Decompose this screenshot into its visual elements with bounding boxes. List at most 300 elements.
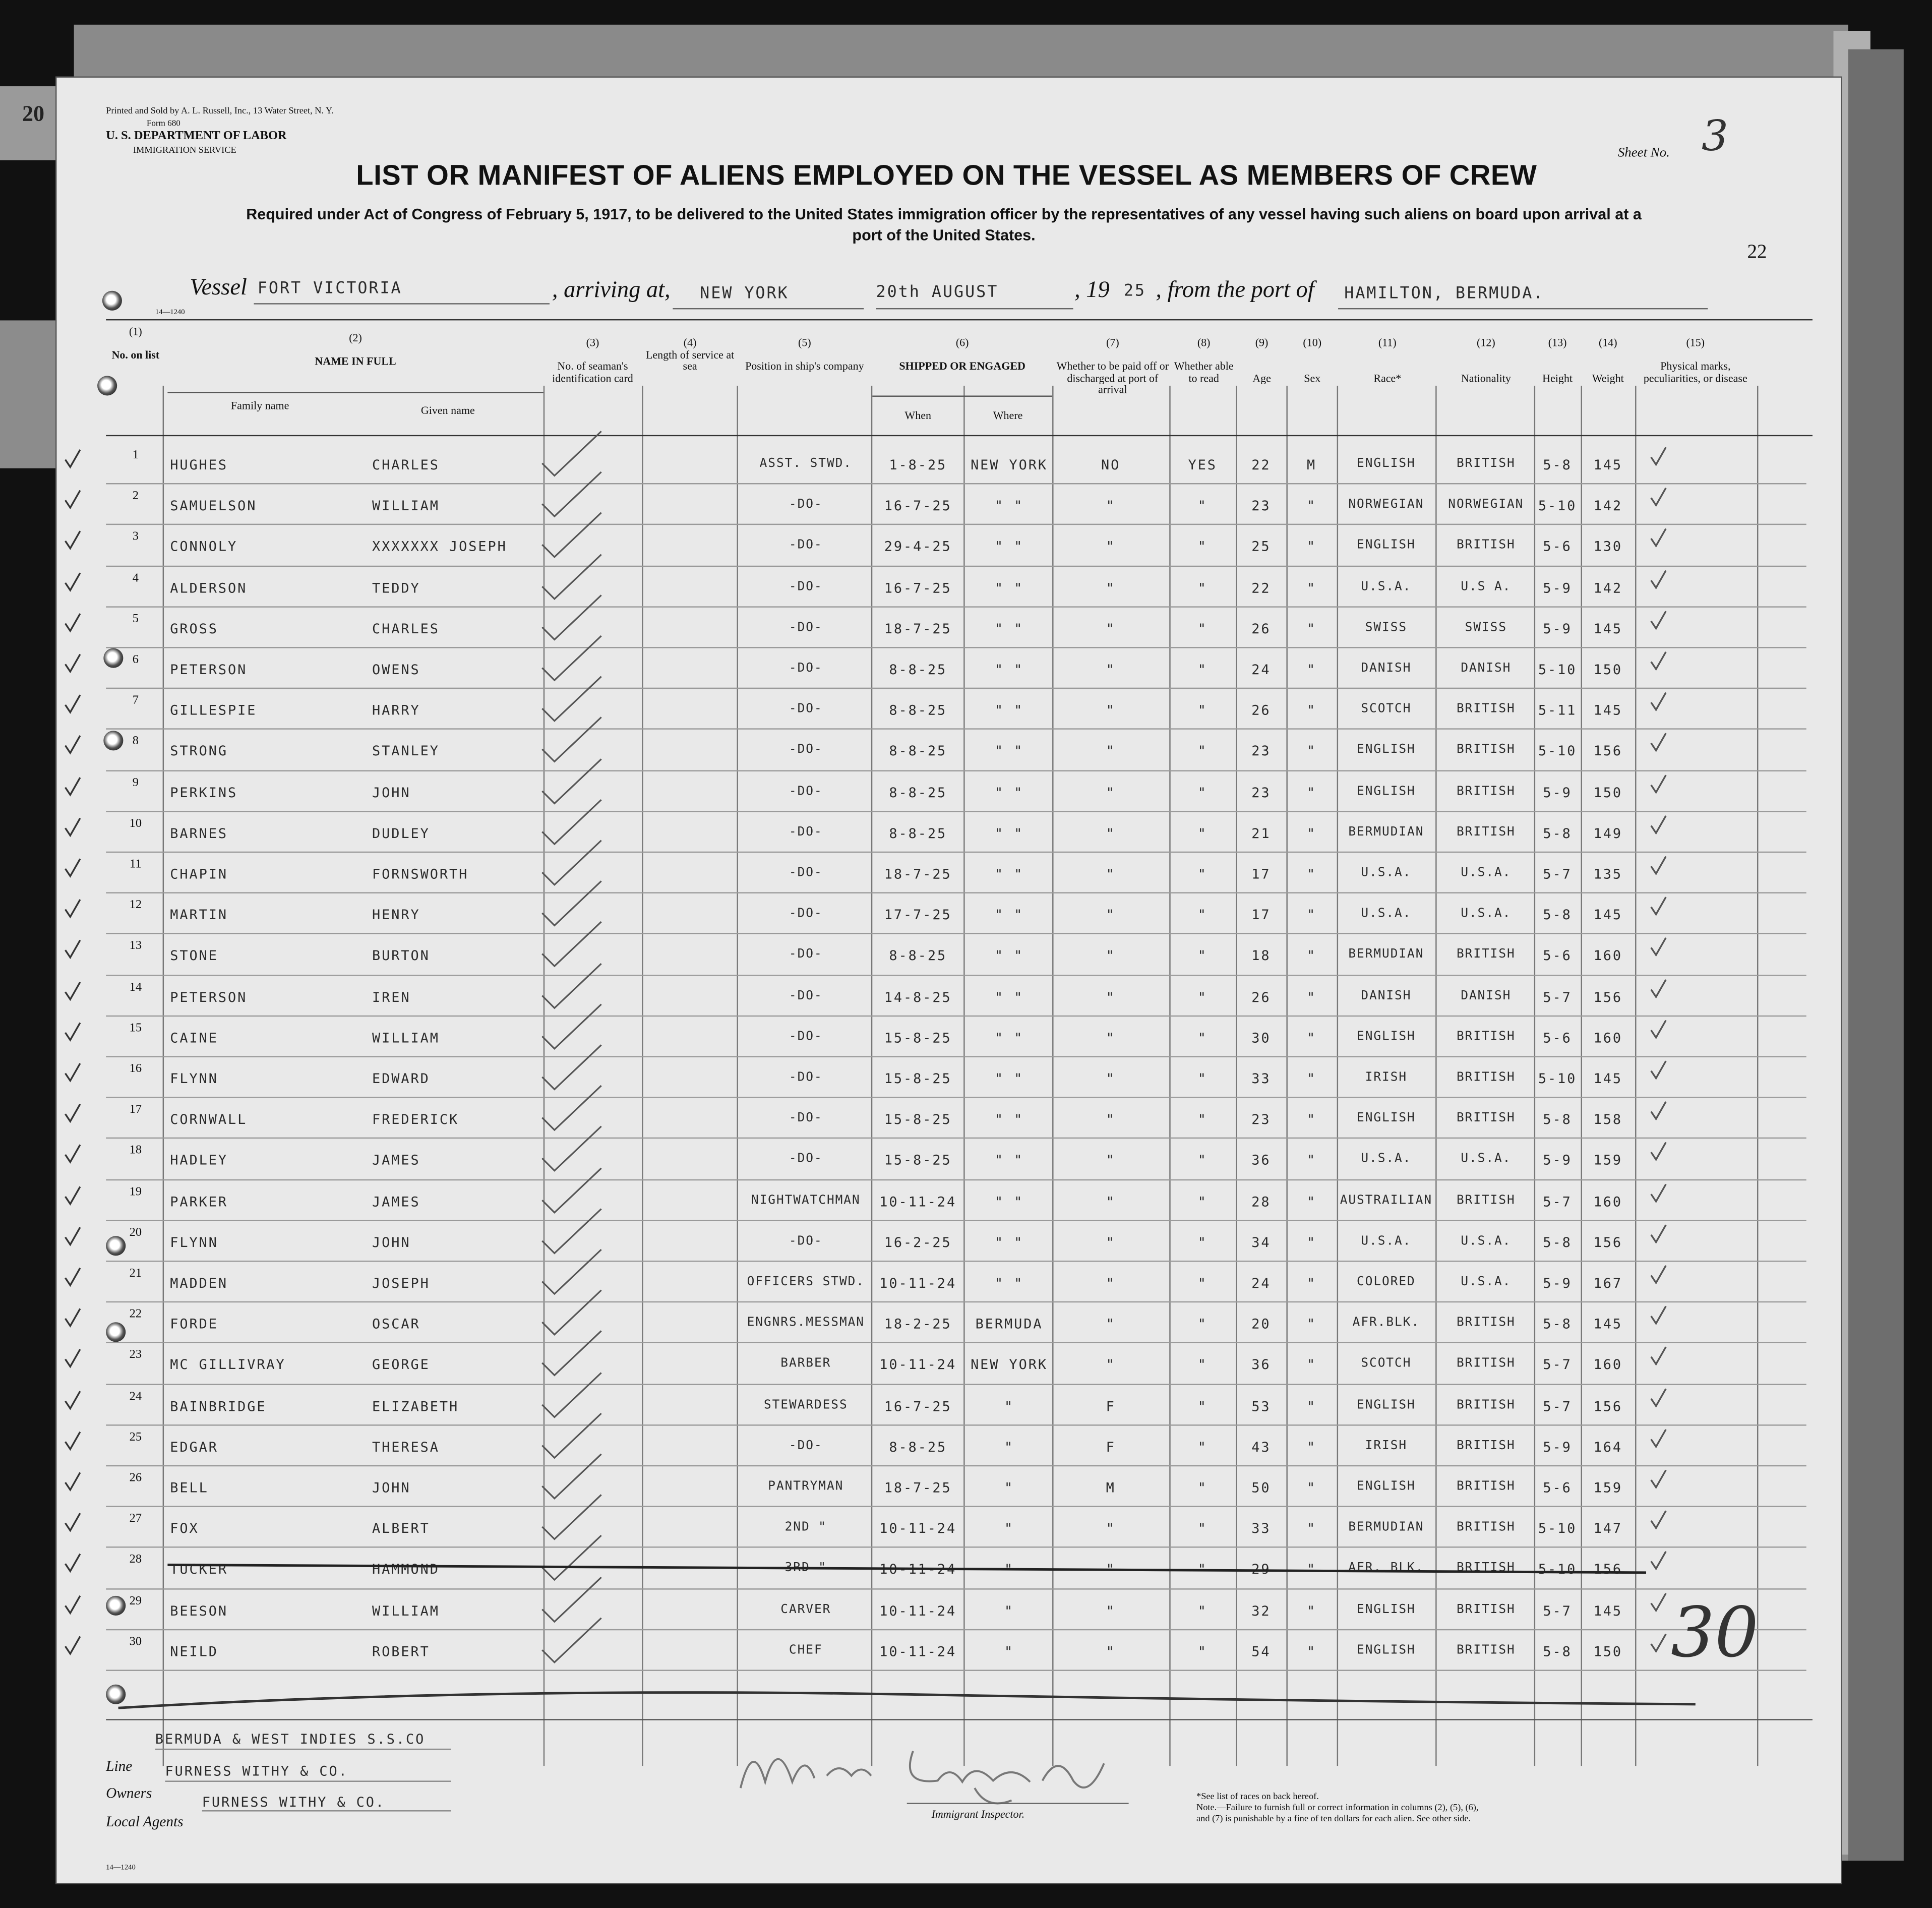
sex: " bbox=[1306, 1316, 1317, 1333]
weight: 145 bbox=[1593, 621, 1622, 637]
engaged-where: " " bbox=[994, 743, 1024, 760]
sex: " bbox=[1306, 1153, 1317, 1169]
engaged-where: " " bbox=[994, 1194, 1024, 1210]
margin-check-mark bbox=[64, 694, 81, 713]
physical-check-mark bbox=[1650, 1633, 1667, 1652]
engaged-when: 15-8-25 bbox=[884, 1153, 952, 1169]
weight: 159 bbox=[1593, 1480, 1622, 1496]
height: 5-10 bbox=[1538, 498, 1577, 514]
given-name: FORNSWORTH bbox=[372, 866, 469, 882]
engaged-where: BERMUDA bbox=[975, 1316, 1043, 1333]
weight: 145 bbox=[1593, 702, 1622, 719]
col8-header: (8) Whether able to read bbox=[1174, 336, 1234, 384]
nationality: BRITISH bbox=[1456, 1316, 1516, 1330]
position: CARVER bbox=[780, 1602, 831, 1617]
physical-check-mark bbox=[1650, 773, 1667, 793]
col2-header: (2) NAME IN FULL bbox=[315, 331, 396, 368]
row-number: 19 bbox=[129, 1185, 142, 1199]
physical-check-mark bbox=[1650, 1346, 1667, 1366]
row-number: 30 bbox=[129, 1635, 142, 1649]
race: ENGLISH bbox=[1357, 743, 1416, 757]
weight: 135 bbox=[1593, 866, 1622, 882]
sex: " bbox=[1306, 743, 1317, 760]
family-name: STRONG bbox=[170, 743, 228, 760]
able-to-read: " bbox=[1197, 1521, 1208, 1537]
position: -DO- bbox=[789, 621, 823, 635]
engaged-when: 8-8-25 bbox=[889, 1439, 947, 1455]
engaged-when: 10-11-24 bbox=[879, 1602, 957, 1619]
paid-off: " bbox=[1106, 1153, 1116, 1169]
margin-check-mark bbox=[64, 939, 81, 959]
sex: " bbox=[1306, 662, 1317, 678]
nationality: BRITISH bbox=[1456, 1111, 1516, 1125]
sex: " bbox=[1306, 621, 1317, 637]
race: SCOTCH bbox=[1361, 1357, 1412, 1371]
race: ENGLISH bbox=[1357, 1111, 1416, 1125]
age: 22 bbox=[1251, 457, 1271, 473]
race: ENGLISH bbox=[1357, 1643, 1416, 1657]
age: 23 bbox=[1251, 784, 1271, 801]
row-number: 23 bbox=[129, 1348, 142, 1362]
margin-check-mark bbox=[64, 817, 81, 837]
paid-off: " bbox=[1106, 1030, 1116, 1046]
col11-header: (11) Race* bbox=[1373, 336, 1402, 384]
table-row bbox=[56, 1303, 1831, 1344]
nationality: U.S.A. bbox=[1461, 1275, 1512, 1289]
sex: " bbox=[1306, 784, 1317, 801]
margin-check-mark bbox=[64, 1471, 81, 1491]
physical-check-mark bbox=[1650, 1142, 1667, 1161]
arrival-date: 20th AUGUST bbox=[876, 283, 999, 302]
position: 2ND " bbox=[784, 1521, 827, 1535]
weight: 160 bbox=[1593, 1357, 1622, 1374]
able-to-read: " bbox=[1197, 1439, 1208, 1455]
paid-off: " bbox=[1106, 580, 1116, 596]
height: 5-7 bbox=[1543, 1194, 1572, 1210]
height: 5-8 bbox=[1543, 1316, 1572, 1333]
engaged-where: " " bbox=[994, 1234, 1024, 1251]
code-bottom: 14—1240 bbox=[106, 1864, 136, 1872]
given-name: JOSEPH bbox=[372, 1275, 430, 1292]
department: U. S. DEPARTMENT OF LABOR bbox=[106, 129, 287, 143]
margin-check-mark bbox=[64, 1430, 81, 1450]
able-to-read: " bbox=[1197, 989, 1208, 1005]
physical-check-mark bbox=[1650, 1551, 1667, 1570]
age: 24 bbox=[1251, 1275, 1271, 1292]
able-to-read: " bbox=[1197, 948, 1208, 965]
col2b-header: Given name bbox=[420, 404, 475, 417]
sex: " bbox=[1306, 1030, 1317, 1046]
able-to-read: " bbox=[1197, 743, 1208, 760]
physical-check-mark bbox=[1650, 487, 1667, 507]
sex: " bbox=[1306, 1602, 1317, 1619]
able-to-read: " bbox=[1197, 1194, 1208, 1210]
engaged-where: " " bbox=[994, 866, 1024, 882]
age: 22 bbox=[1251, 580, 1271, 596]
punch-hole bbox=[106, 1685, 126, 1704]
able-to-read: " bbox=[1197, 784, 1208, 801]
nationality: BRITISH bbox=[1456, 1439, 1516, 1453]
able-to-read: " bbox=[1197, 1275, 1208, 1292]
physical-check-mark bbox=[1650, 1019, 1667, 1039]
row-number: 27 bbox=[129, 1512, 142, 1526]
family-name: MADDEN bbox=[170, 1275, 228, 1292]
engaged-when: 10-11-24 bbox=[879, 1357, 957, 1374]
col7-header: (7) Whether to be paid off or discharged at port of arrival bbox=[1056, 336, 1169, 396]
height: 5-9 bbox=[1543, 580, 1572, 596]
margin-check-mark bbox=[64, 899, 81, 918]
row-number: 2 bbox=[132, 489, 139, 503]
engaged-where: " " bbox=[994, 702, 1024, 719]
table-row bbox=[56, 893, 1831, 934]
physical-check-mark bbox=[1650, 691, 1667, 711]
col14-header: (14) Weight bbox=[1592, 336, 1624, 384]
row-number: 3 bbox=[132, 530, 139, 544]
subtitle-line-1: Required under Act of Congress of February 5, 1917, to be delivered to the United States immigration officer by the representatives of any vessel having such aliens on board upon arrival at a bbox=[246, 206, 1642, 223]
weight: 147 bbox=[1593, 1521, 1622, 1537]
nationality: BRITISH bbox=[1456, 1480, 1516, 1494]
row-number: 22 bbox=[129, 1307, 142, 1322]
position: -DO- bbox=[789, 1030, 823, 1044]
nationality: BRITISH bbox=[1456, 784, 1516, 798]
family-name: EDGAR bbox=[170, 1439, 218, 1455]
table-row bbox=[56, 1425, 1831, 1466]
position: -DO- bbox=[789, 866, 823, 880]
able-to-read: YES bbox=[1188, 457, 1217, 473]
race: ENGLISH bbox=[1357, 457, 1416, 471]
position: STEWARDESS bbox=[763, 1398, 848, 1412]
family-name: NEILD bbox=[170, 1643, 218, 1660]
engaged-where: " " bbox=[994, 1111, 1024, 1128]
given-name: WILLIAM bbox=[372, 498, 440, 514]
given-name: XXXXXXX JOSEPH bbox=[372, 539, 507, 555]
age: 24 bbox=[1251, 662, 1271, 678]
race: AFR.BLK. bbox=[1352, 1316, 1420, 1330]
weight: 159 bbox=[1593, 1153, 1622, 1169]
table-row bbox=[56, 648, 1831, 689]
punch-hole bbox=[103, 648, 123, 668]
race: U.S.A. bbox=[1361, 866, 1412, 880]
engaged-when: 18-7-25 bbox=[884, 621, 952, 637]
sex: " bbox=[1306, 1070, 1317, 1087]
row-number: 8 bbox=[132, 735, 139, 749]
row-number: 11 bbox=[130, 857, 142, 871]
row-number: 4 bbox=[132, 571, 139, 585]
height: 5-6 bbox=[1543, 1480, 1572, 1496]
sheet-label: Sheet No. bbox=[1617, 145, 1670, 160]
family-name: ALDERSON bbox=[170, 580, 248, 596]
paid-off: F bbox=[1106, 1439, 1116, 1455]
family-name: HUGHES bbox=[170, 457, 228, 473]
race: BERMUDIAN bbox=[1348, 825, 1424, 839]
weight: 167 bbox=[1593, 1275, 1622, 1292]
row-number: 15 bbox=[129, 1021, 142, 1035]
family-name: PERKINS bbox=[170, 784, 238, 801]
sex: " bbox=[1306, 1357, 1317, 1374]
margin-check-mark bbox=[64, 1062, 81, 1082]
nationality: BRITISH bbox=[1456, 1521, 1516, 1535]
footer-note: *See list of races on back hereof. Note.—Failure to furnish full or correct information in columns (2), (5), (6), and (7) is punishable by a fine of ten dollars for each alien. See other side. bbox=[1196, 1790, 1479, 1824]
given-name: BURTON bbox=[372, 948, 430, 965]
height: 5-7 bbox=[1543, 1602, 1572, 1619]
margin-check-mark bbox=[64, 530, 81, 550]
engaged-when: 10-11-24 bbox=[879, 1521, 957, 1537]
age: 26 bbox=[1251, 989, 1271, 1005]
service: IMMIGRATION SERVICE bbox=[133, 144, 236, 155]
margin-check-mark bbox=[64, 980, 81, 1000]
paid-off: " bbox=[1106, 498, 1116, 514]
able-to-read: " bbox=[1197, 1480, 1208, 1496]
able-to-read: " bbox=[1197, 539, 1208, 555]
able-to-read: " bbox=[1197, 866, 1208, 882]
engaged-where: " " bbox=[994, 580, 1024, 596]
page-mark: 22 bbox=[1747, 242, 1767, 263]
weight: 149 bbox=[1593, 825, 1622, 842]
position: -DO- bbox=[789, 1439, 823, 1453]
able-to-read: " bbox=[1197, 1070, 1208, 1087]
sheet-number: 3 bbox=[1702, 112, 1728, 162]
given-name: TEDDY bbox=[372, 580, 420, 596]
engaged-when: 10-11-24 bbox=[879, 1275, 957, 1292]
weight: 156 bbox=[1593, 743, 1622, 760]
row-number: 13 bbox=[129, 939, 142, 953]
height: 5-11 bbox=[1538, 702, 1577, 719]
family-name: BAINBRIDGE bbox=[170, 1398, 267, 1414]
race: U.S.A. bbox=[1361, 907, 1412, 921]
nationality: BRITISH bbox=[1456, 1194, 1516, 1208]
able-to-read: " bbox=[1197, 907, 1208, 923]
race: AUSTRAILIAN bbox=[1340, 1194, 1433, 1208]
paid-off: " bbox=[1106, 1234, 1116, 1251]
able-to-read: " bbox=[1197, 621, 1208, 637]
family-name: HADLEY bbox=[170, 1153, 228, 1169]
col15-header: (15) Physical marks, peculiarities, or disease bbox=[1643, 336, 1747, 384]
race: NORWEGIAN bbox=[1348, 498, 1424, 512]
engaged-when: 10-11-24 bbox=[879, 1643, 957, 1660]
row-number: 24 bbox=[129, 1389, 142, 1403]
given-name: FREDERICK bbox=[372, 1111, 459, 1128]
physical-check-mark bbox=[1650, 855, 1667, 875]
nationality: BRITISH bbox=[1456, 825, 1516, 839]
engaged-where: " bbox=[1004, 1398, 1014, 1414]
given-name: HARRY bbox=[372, 702, 420, 719]
engaged-where: " " bbox=[994, 621, 1024, 637]
owners-label: Owners bbox=[106, 1784, 152, 1802]
race: AFR. BLK. bbox=[1348, 1562, 1424, 1576]
age: 50 bbox=[1251, 1480, 1271, 1496]
left-tab bbox=[0, 86, 59, 160]
sex: " bbox=[1306, 1643, 1317, 1660]
given-name: JAMES bbox=[372, 1153, 420, 1169]
family-name: BELL bbox=[170, 1480, 209, 1496]
physical-check-mark bbox=[1650, 650, 1667, 670]
table-row bbox=[56, 1507, 1831, 1548]
weight: 156 bbox=[1593, 1398, 1622, 1414]
sex: " bbox=[1306, 1480, 1317, 1496]
engaged-when: 16-2-25 bbox=[884, 1234, 952, 1251]
table-row bbox=[56, 1548, 1831, 1589]
line-label: Line bbox=[106, 1757, 133, 1775]
race: ENGLISH bbox=[1357, 1602, 1416, 1617]
margin-check-mark bbox=[64, 1635, 81, 1655]
punch-hole bbox=[97, 376, 117, 395]
paid-off: " bbox=[1106, 866, 1116, 882]
physical-check-mark bbox=[1650, 978, 1667, 997]
age: 36 bbox=[1251, 1357, 1271, 1374]
family-name: CONNOLY bbox=[170, 539, 238, 555]
given-name: THERESA bbox=[372, 1439, 440, 1455]
sex: " bbox=[1306, 1398, 1317, 1414]
table-row bbox=[56, 1466, 1831, 1507]
given-name: IREN bbox=[372, 989, 411, 1005]
race: DANISH bbox=[1361, 989, 1412, 1003]
row-number: 18 bbox=[129, 1144, 142, 1158]
engaged-where: " " bbox=[994, 989, 1024, 1005]
row-number: 16 bbox=[129, 1062, 142, 1076]
given-name: JOHN bbox=[372, 784, 411, 801]
paid-off: " bbox=[1106, 784, 1116, 801]
able-to-read: " bbox=[1197, 1030, 1208, 1046]
height: 5-9 bbox=[1543, 1439, 1572, 1455]
nationality: BRITISH bbox=[1456, 1030, 1516, 1044]
able-to-read: " bbox=[1197, 1153, 1208, 1169]
table-row bbox=[56, 525, 1831, 566]
position: -DO- bbox=[789, 743, 823, 757]
col13-header: (13) Height bbox=[1542, 336, 1573, 384]
age: 18 bbox=[1251, 948, 1271, 965]
age: 17 bbox=[1251, 907, 1271, 923]
given-name: WILLIAM bbox=[372, 1602, 440, 1619]
position: BARBER bbox=[780, 1357, 831, 1371]
position: NIGHTWATCHMAN bbox=[751, 1194, 861, 1208]
col6a-header: When bbox=[904, 409, 931, 422]
paid-off: " bbox=[1106, 1275, 1116, 1292]
margin-check-mark bbox=[64, 735, 81, 755]
engaged-when: 14-8-25 bbox=[884, 989, 952, 1005]
row-number: 26 bbox=[129, 1471, 142, 1485]
race: DANISH bbox=[1361, 662, 1412, 676]
engaged-when: 16-7-25 bbox=[884, 1398, 952, 1414]
sex: " bbox=[1306, 498, 1317, 514]
height: 5-8 bbox=[1543, 1234, 1572, 1251]
able-to-read: " bbox=[1197, 1111, 1208, 1128]
paid-off: " bbox=[1106, 989, 1116, 1005]
physical-check-mark bbox=[1650, 569, 1667, 588]
family-name: GILLESPIE bbox=[170, 702, 257, 719]
margin-check-mark bbox=[64, 1349, 81, 1368]
engaged-where: " bbox=[1004, 1480, 1014, 1496]
family-name: FLYNN bbox=[170, 1234, 218, 1251]
nationality: U.S A. bbox=[1461, 580, 1512, 593]
age: 36 bbox=[1251, 1153, 1271, 1169]
height: 5-9 bbox=[1543, 784, 1572, 801]
closing-stroke bbox=[106, 1677, 1708, 1714]
age: 23 bbox=[1251, 743, 1271, 760]
row-number: 25 bbox=[129, 1430, 142, 1444]
col6b-header: Where bbox=[993, 409, 1023, 422]
sex: M bbox=[1306, 457, 1317, 473]
row-number: 20 bbox=[129, 1226, 142, 1240]
family-name: BARNES bbox=[170, 825, 228, 842]
engaged-where: " " bbox=[994, 662, 1024, 678]
margin-check-mark bbox=[64, 1307, 81, 1327]
position: -DO- bbox=[789, 580, 823, 593]
race: U.S.A. bbox=[1361, 1234, 1412, 1248]
race: IRISH bbox=[1365, 1439, 1408, 1453]
col1-header: (1) No. on list bbox=[111, 325, 160, 362]
weight: 160 bbox=[1593, 1030, 1622, 1046]
position: -DO- bbox=[789, 1153, 823, 1166]
table-row bbox=[56, 1017, 1831, 1057]
form-subtitle bbox=[174, 205, 1714, 247]
age: 32 bbox=[1251, 1602, 1271, 1619]
height: 5-8 bbox=[1543, 1111, 1572, 1128]
physical-check-mark bbox=[1650, 610, 1667, 629]
margin-check-mark bbox=[64, 858, 81, 877]
engaged-when: 8-8-25 bbox=[889, 825, 947, 842]
paid-off: " bbox=[1106, 1357, 1116, 1374]
race: COLORED bbox=[1357, 1275, 1416, 1289]
weight: 145 bbox=[1593, 1070, 1622, 1087]
sex: " bbox=[1306, 1234, 1317, 1251]
row-number: 14 bbox=[129, 980, 142, 994]
margin-check-mark bbox=[64, 490, 81, 509]
given-name: OWENS bbox=[372, 662, 420, 678]
age: 53 bbox=[1251, 1398, 1271, 1414]
family-name: FLYNN bbox=[170, 1070, 218, 1087]
height: 5-9 bbox=[1543, 621, 1572, 637]
nationality: DANISH bbox=[1461, 662, 1512, 676]
nationality: BRITISH bbox=[1456, 539, 1516, 553]
given-name: ELIZABETH bbox=[372, 1398, 459, 1414]
height: 5-10 bbox=[1538, 662, 1577, 678]
col12-header: (12) Nationality bbox=[1461, 336, 1511, 384]
nationality: U.S.A. bbox=[1461, 1234, 1512, 1248]
age: 23 bbox=[1251, 498, 1271, 514]
physical-check-mark bbox=[1650, 733, 1667, 752]
age: 33 bbox=[1251, 1521, 1271, 1537]
row-number: 21 bbox=[129, 1267, 142, 1281]
row-number: 5 bbox=[132, 612, 139, 626]
margin-check-mark bbox=[64, 449, 81, 468]
able-to-read: " bbox=[1197, 498, 1208, 514]
given-name: HENRY bbox=[372, 907, 420, 923]
agents-label: Local Agents bbox=[106, 1812, 184, 1830]
physical-check-mark bbox=[1650, 1428, 1667, 1448]
row-number: 17 bbox=[129, 1103, 142, 1117]
age: 25 bbox=[1251, 539, 1271, 555]
position: -DO- bbox=[789, 1111, 823, 1125]
height: 5-8 bbox=[1543, 457, 1572, 473]
engaged-when: 8-8-25 bbox=[889, 948, 947, 965]
position: -DO- bbox=[789, 989, 823, 1003]
position: -DO- bbox=[789, 539, 823, 553]
position: CHEF bbox=[789, 1643, 823, 1657]
position: -DO- bbox=[789, 948, 823, 962]
engaged-where: " " bbox=[994, 1070, 1024, 1087]
sex: " bbox=[1306, 1439, 1317, 1455]
position: -DO- bbox=[789, 907, 823, 921]
able-to-read: " bbox=[1197, 1234, 1208, 1251]
height: 5-8 bbox=[1543, 825, 1572, 842]
col10-header: (10) Sex bbox=[1303, 336, 1322, 384]
weight: 142 bbox=[1593, 498, 1622, 514]
col3-header: (3) No. of seaman's identification card bbox=[552, 336, 633, 384]
engaged-when: 8-8-25 bbox=[889, 662, 947, 678]
punch-hole bbox=[102, 291, 122, 311]
table-row bbox=[56, 689, 1831, 730]
engaged-when: 15-8-25 bbox=[884, 1070, 952, 1087]
